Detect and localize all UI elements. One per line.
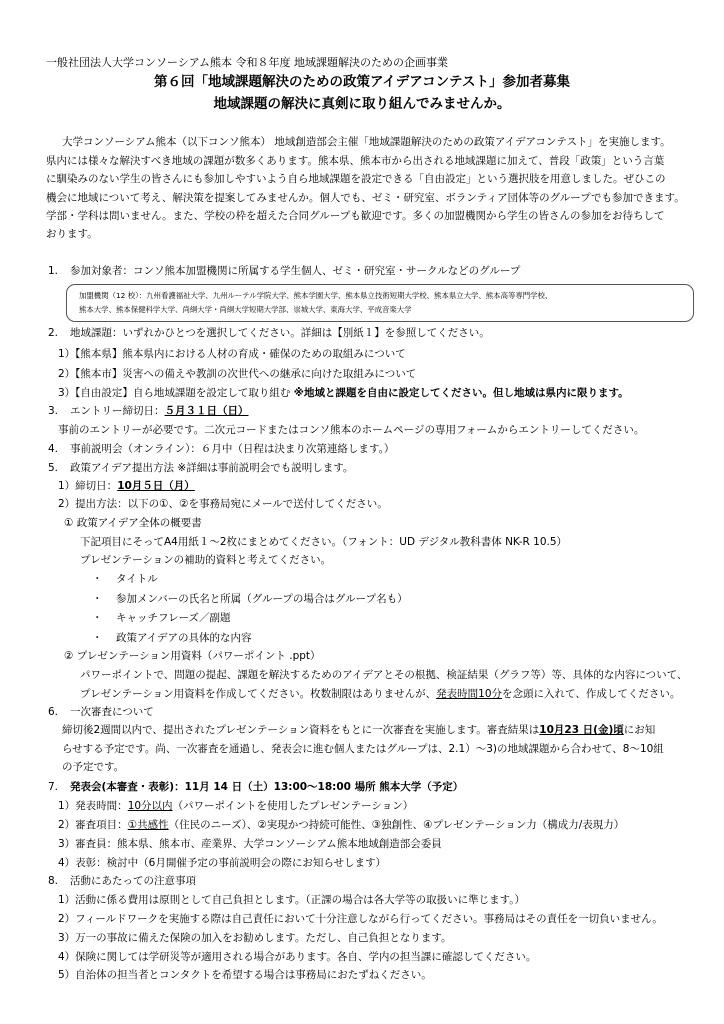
submission-deadline-date: 10月５日（月） bbox=[117, 480, 195, 492]
material-1-title: ① 政策アイデア全体の概要書 bbox=[64, 517, 202, 529]
intro-line: に馴染みのない学生の皆さんにも参加しやすいよう自ら地域課題を設定できる「自由設定」という選択肢を用意しました。ぜひこの bbox=[46, 173, 666, 185]
screening-text: にお知 bbox=[623, 724, 656, 736]
screening-line: らせする予定です。尚、一次審査を通過し、発表会に進む個人またはグループは、2.1）～3)の地域課題から合わせて、8～10組 bbox=[62, 743, 664, 755]
material-1-line: 下記項目にそってA4用紙１～2枚にまとめてください。（フォント：UD デジタル教科書体 NK-R 10.5） bbox=[80, 536, 568, 548]
section-2-number: 2. bbox=[48, 327, 59, 339]
presentation-time-note: （パワーポイントを使用したプレゼンテーション） bbox=[172, 800, 414, 812]
material-2-text: を念頭に入れて、作成してください。 bbox=[502, 688, 681, 700]
material-2-line bbox=[80, 687, 680, 702]
intro-line: 大学コンソーシアム熊本（以下コンソ熊本） 地域創造部会主催「地域課題解決のための政策アイデアコンテスト」を実施します。 bbox=[62, 136, 671, 148]
caution-item: 2）フィールドワークを実施する際は自己責任において十分注意しながら行ってください。事務局はその責任を一切負いません。 bbox=[58, 913, 663, 925]
section-8-text: 活動にあたっての注意事項 bbox=[70, 875, 196, 887]
presentation-time-limit: 発表時間10分 bbox=[436, 688, 503, 700]
presentation-time-label: 1）発表時間： bbox=[58, 800, 128, 812]
intro-line: 機会に地域について考え、解決策を提案してみませんか。個人でも、ゼミ・研究室、ボランティア団体等のグループでも参加できます。 bbox=[46, 192, 685, 204]
material-1-line: プレゼンテーションの補助的資料と考えてください。 bbox=[80, 554, 332, 566]
entry-deadline-label: エントリー締切日： bbox=[70, 405, 165, 417]
entry-deadline-date: ５月３１日（日） bbox=[164, 405, 249, 417]
section-8-number: 8. bbox=[48, 875, 59, 887]
material-2-title: ② プレゼンテーション用資料（パワーポイント .ppt） bbox=[64, 650, 321, 662]
presentation-time bbox=[58, 799, 413, 814]
judging-criteria-rest: （住民のニーズ）、②実現かつ持続可能性、③独創性、④プレゼンテーション力（構成力/表現力） bbox=[168, 819, 625, 831]
region-topic-2: 2）【熊本市】災害への備えや教訓の次世代への継承に向けた取組みについて bbox=[58, 368, 417, 380]
region-topic-3 bbox=[58, 386, 629, 401]
section-5-text: 政策アイデア提出方法 ※詳細は事前説明会でも説明します。 bbox=[70, 462, 354, 474]
org-line: 一般社団法人大学コンソーシアム熊本 令和８年度 地域課題解決のための企画事業 bbox=[46, 56, 449, 69]
region-topic-3-note: ※地域と課題を自由に設定してください。但し地域は県内に限ります。 bbox=[293, 387, 629, 399]
page-subtitle: 地域課題の解決に真剣に取り組んでみませんか。 bbox=[213, 96, 511, 112]
section-1-text: 参加対象者：コンソ熊本加盟機関に所属する学生個人、ゼミ・研究室・サークルなどのグループ bbox=[70, 265, 521, 277]
judging-criteria bbox=[58, 818, 624, 833]
material-2-line: パワーポイントで、問題の提起、課題を解決するためのアイデアとその根拠、検証結果（グラフ等）等、具体的な内容について、 bbox=[80, 669, 688, 681]
caution-item: 4）保険に関しては学研災等が適用される場合があります。各自、学内の担当課に確認してください。 bbox=[58, 951, 537, 963]
outline-item: 政策アイデアの具体的な内容 bbox=[116, 632, 252, 644]
screening-line: の予定です。 bbox=[62, 761, 125, 773]
intro-line: 県内には様々な解決すべき地域の課題が数多くあります。熊本県、熊本市から出される地域課題に加えて、普段「政策」という言葉 bbox=[46, 155, 665, 167]
awards: 4）表彰：検討中（6月開催予定の事前説明会の際にお知らせします） bbox=[58, 857, 387, 869]
intro-line: 学部・学科は問いません。また、学校の枠を超えた合同グループも歓迎です。多くの加盟機関から学生の皆さんの参加をお待ちして bbox=[46, 210, 665, 222]
section-7-number: 7. bbox=[48, 781, 59, 793]
caution-item: 5）自治体の担当者とコンタクトを希望する場合は事務局におたずねください。 bbox=[58, 969, 432, 981]
member-institutions-box bbox=[66, 284, 694, 322]
presentation-event-heading: 発表会(本審査・表彰)：11月 14 日（土）13:00～18:00 場所 熊本大学（予定） bbox=[70, 781, 464, 793]
section-6-number: 6. bbox=[48, 706, 59, 718]
section-6-text: 一次審査について bbox=[70, 706, 154, 718]
section-5-number: 5. bbox=[48, 462, 59, 474]
bullet-marker: ・ bbox=[92, 573, 103, 585]
region-topic-1: 1）【熊本県】熊本県内における人材の育成・確保のための取組みについて bbox=[58, 348, 406, 360]
section-4-number: 4. bbox=[48, 443, 59, 455]
submission-deadline-label: 1）締切日： bbox=[58, 480, 118, 492]
submission-method: 2）提出方法：以下の①、②を事務局宛にメールで送付してください。 bbox=[58, 498, 388, 510]
outline-item: キャッチフレーズ／副題 bbox=[116, 612, 231, 624]
judges: 3）審査員：熊本県、熊本市、産業界、大学コンソーシアム熊本地域創造部会委員 bbox=[58, 838, 442, 850]
section-1-number: 1. bbox=[48, 265, 59, 277]
bullet-marker: ・ bbox=[92, 612, 103, 624]
outline-item: 参加メンバーの氏名と所属（グループの場合はグループ名も） bbox=[116, 593, 408, 605]
member-institutions-line: 加盟機関（12 校）：九州看護福祉大学、九州ルーテル学院大学、熊本学園大学、熊本県立技術短期大学校、熊本県立大学、熊本高等専門学校、 bbox=[79, 291, 553, 300]
screening-line bbox=[62, 723, 655, 738]
judging-criterion-empathy: ①共感性 bbox=[127, 819, 169, 831]
intro-line: おります。 bbox=[46, 228, 98, 240]
judging-criteria-label: 2）審査項目： bbox=[58, 819, 128, 831]
entry-detail: 事前のエントリーが必要です。二次元コードまたはコンソ熊本のホームページの専用フォームからエントリーしてください。 bbox=[58, 424, 645, 436]
caution-item: 1）活動に係る費用は原則として自己負担とします。（正課の場合は各大学等の取扱いに準じます。） bbox=[58, 894, 525, 906]
bullet-marker: ・ bbox=[92, 632, 103, 644]
briefing-session: 事前説明会（オンライン）：６月中（日程は決まり次第連絡します。） bbox=[70, 443, 395, 455]
caution-item: 3）万一の事故に備えた保険の加入をお勧めします。ただし、自己負担となります。 bbox=[58, 932, 452, 944]
submission-deadline bbox=[58, 479, 195, 494]
section-2-text: 地域課題：いずれかひとつを選択してください。詳細は【別紙１】を参照してください。 bbox=[70, 327, 490, 339]
page-title: 第６回「地域課題解決のための政策アイデアコンテスト」参加者募集 bbox=[153, 74, 571, 90]
entry-deadline bbox=[70, 404, 249, 419]
material-2-text: プレゼンテーション用資料を作成してください。枚数制限はありませんが、 bbox=[80, 688, 437, 700]
section-3-number: 3. bbox=[48, 405, 59, 417]
outline-item: タイトル bbox=[116, 573, 158, 585]
screening-text: 締切後2週間以内で、提出されたプレゼンテーション資料をもとに一次審査を実施します。審査結果は bbox=[62, 724, 540, 736]
presentation-time-value: 10分以内 bbox=[127, 800, 173, 812]
bullet-marker: ・ bbox=[92, 593, 103, 605]
region-topic-3-label: 3）【自由設定】自ら地域課題を設定して取り組む bbox=[58, 387, 291, 399]
screening-result-date: 10月23 日(金)頃 bbox=[539, 724, 624, 736]
member-institutions-line: 熊本大学、熊本保健科学大学、尚絅大学・尚絅大学短期大学部、崇城大学、東海大学、平成音楽大学 bbox=[79, 305, 412, 314]
